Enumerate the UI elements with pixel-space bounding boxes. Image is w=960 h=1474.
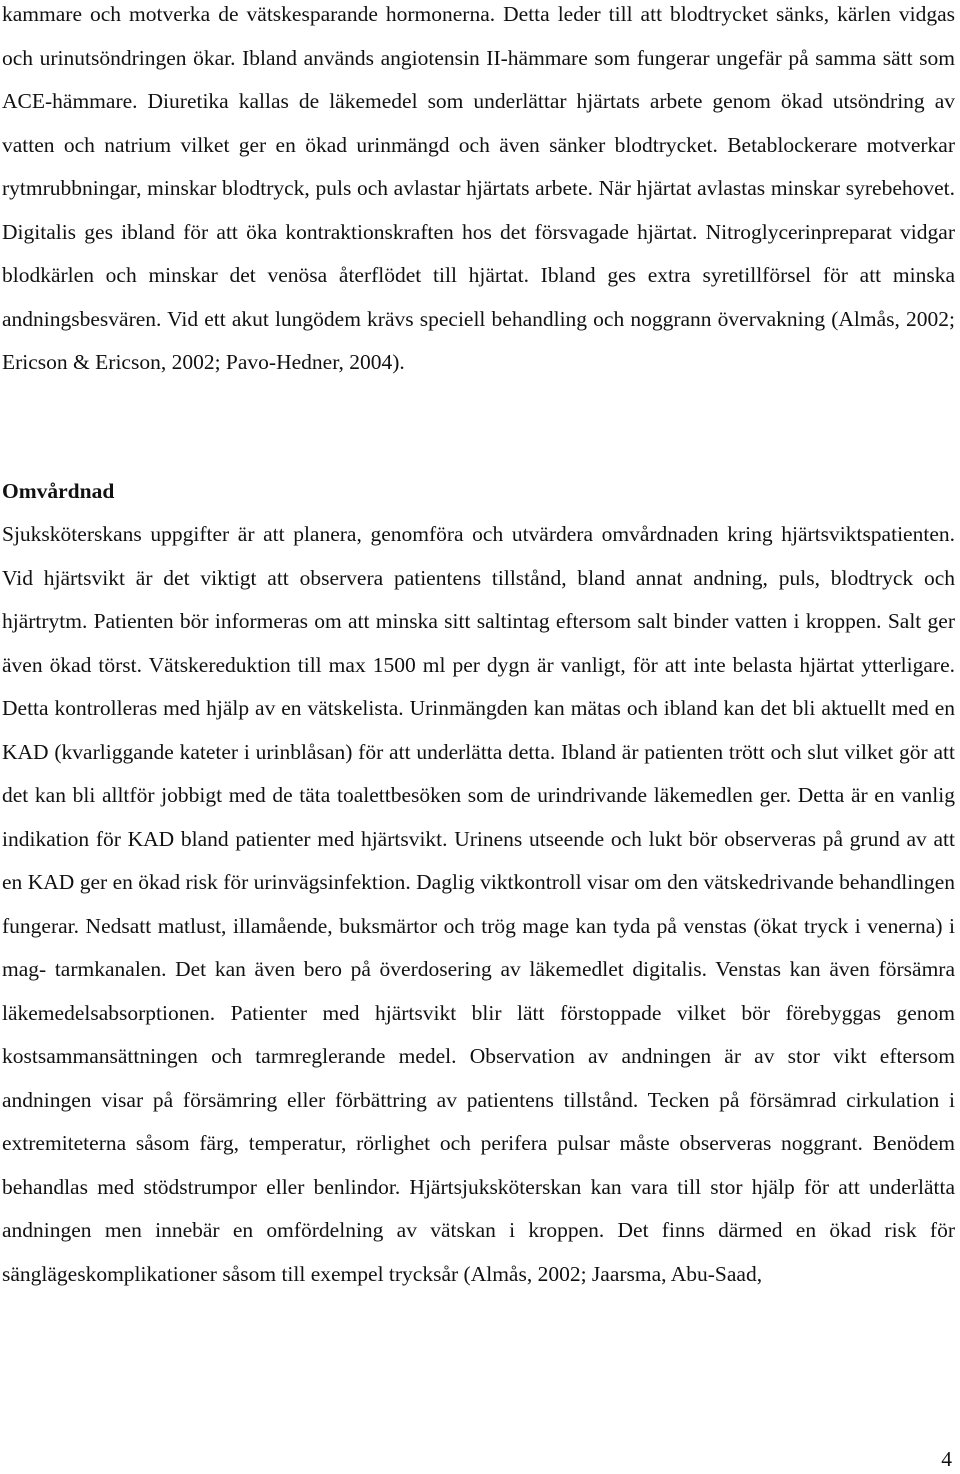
section-heading-omvardnad: Omvårdnad	[2, 479, 115, 503]
body-paragraph-nursing-care: Sjuksköterskans uppgifter är att planera, genomföra och utvärdera omvårdnaden kring hjärtsviktspatienten. Vid hjärtsvikt är det viktigt att observera patientens tillstånd, bland annat andning, puls, blodtryck och hjärtrytm. Patienten bör informeras om att minska sitt saltintag eftersom salt binder vatten i kroppen. Salt ger även ökad törst. Vätskereduktion till max 1500 ml per dygn är vanligt, för att inte belasta hjärtat ytterligare. Detta kontrolleras med hjälp av en vätskelista. Urinmängden kan mätas och ibland kan det bli aktuellt med en KAD (kvarliggande kateter i urinblåsan) för att underlätta detta. Ibland är patienten trött och slut vilket gör att det kan bli alltför jobbigt med de täta toalettbesöken som de urindrivande läkemedlen ger. Detta är en vanlig indikation för KAD bland patienter med hjärtsvikt. Urinens utseende och lukt bör observeras på grund av att en KAD ger en ökad risk för urinvägsinfektion. Daglig viktkontroll visar om den vätskedrivande behandlingen fungerar. Nedsatt matlust, illamående, buksmärtor och trög mage kan tyda på venstas (ökat tryck i venerna) i mag- tarmkanalen. Det kan även bero på överdosering av läkemedlet digitalis. Venstas kan även försämra läkemedelsabsorptionen. Patienter med hjärtsvikt blir lätt förstoppade vilket bör förebyggas genom kostsammansättningen och tarmreglerande medel. Observation av andningen är av stor vikt eftersom andningen visar på försämring eller förbättring av patientens tillstånd. Tecken på försämrad cirkulation i extremiteterna såsom färg, temperatur, rörlighet och perifera pulsar måste observeras noggrant. Benödem behandlas med stödstrumpor eller benlindor. Hjärtsjuksköterskan kan vara till stor hjälp för att underlätta andningen men innebär en omfördelning av vätskan i kroppen. Det finns därmed en ökad risk för sänglägeskomplikationer såsom till exempel trycksår (Almås, 2002; Jaarsma, Abu-Saad,	[2, 522, 955, 1286]
body-paragraph-medication: kammare och motverka de vätskesparande hormonerna. Detta leder till att blodtrycket sänks, kärlen vidgas och urinutsöndringen ökar. Ibland används angiotensin II-hämmare som fungerar ungefär på samma sätt som ACE-hämmare. Diuretika kallas de läkemedel som underlättar hjärtats arbete genom ökad utsöndring av vatten och natrium vilket ger en ökad urinmängd och även sänker blodtrycket. Betablockerare motverkar rytmrubbningar, minskar blodtryck, puls och avlastar hjärtats arbete. När hjärtat avlastas minskar syrebehovet. Digitalis ges ibland för att öka kontraktionskraften hos det försvagade hjärtat. Nitroglycerinpreparat vidgar blodkärlen och minskar det venösa återflödet till hjärtat. Ibland ges extra syretillförsel för att minska andningsbesvären. Vid ett akut lungödem krävs speciell behandling och noggrann övervakning (Almås, 2002; Ericson & Ericson, 2002; Pavo-Hedner, 2004).	[2, 2, 955, 374]
page-number: 4	[941, 1447, 952, 1471]
